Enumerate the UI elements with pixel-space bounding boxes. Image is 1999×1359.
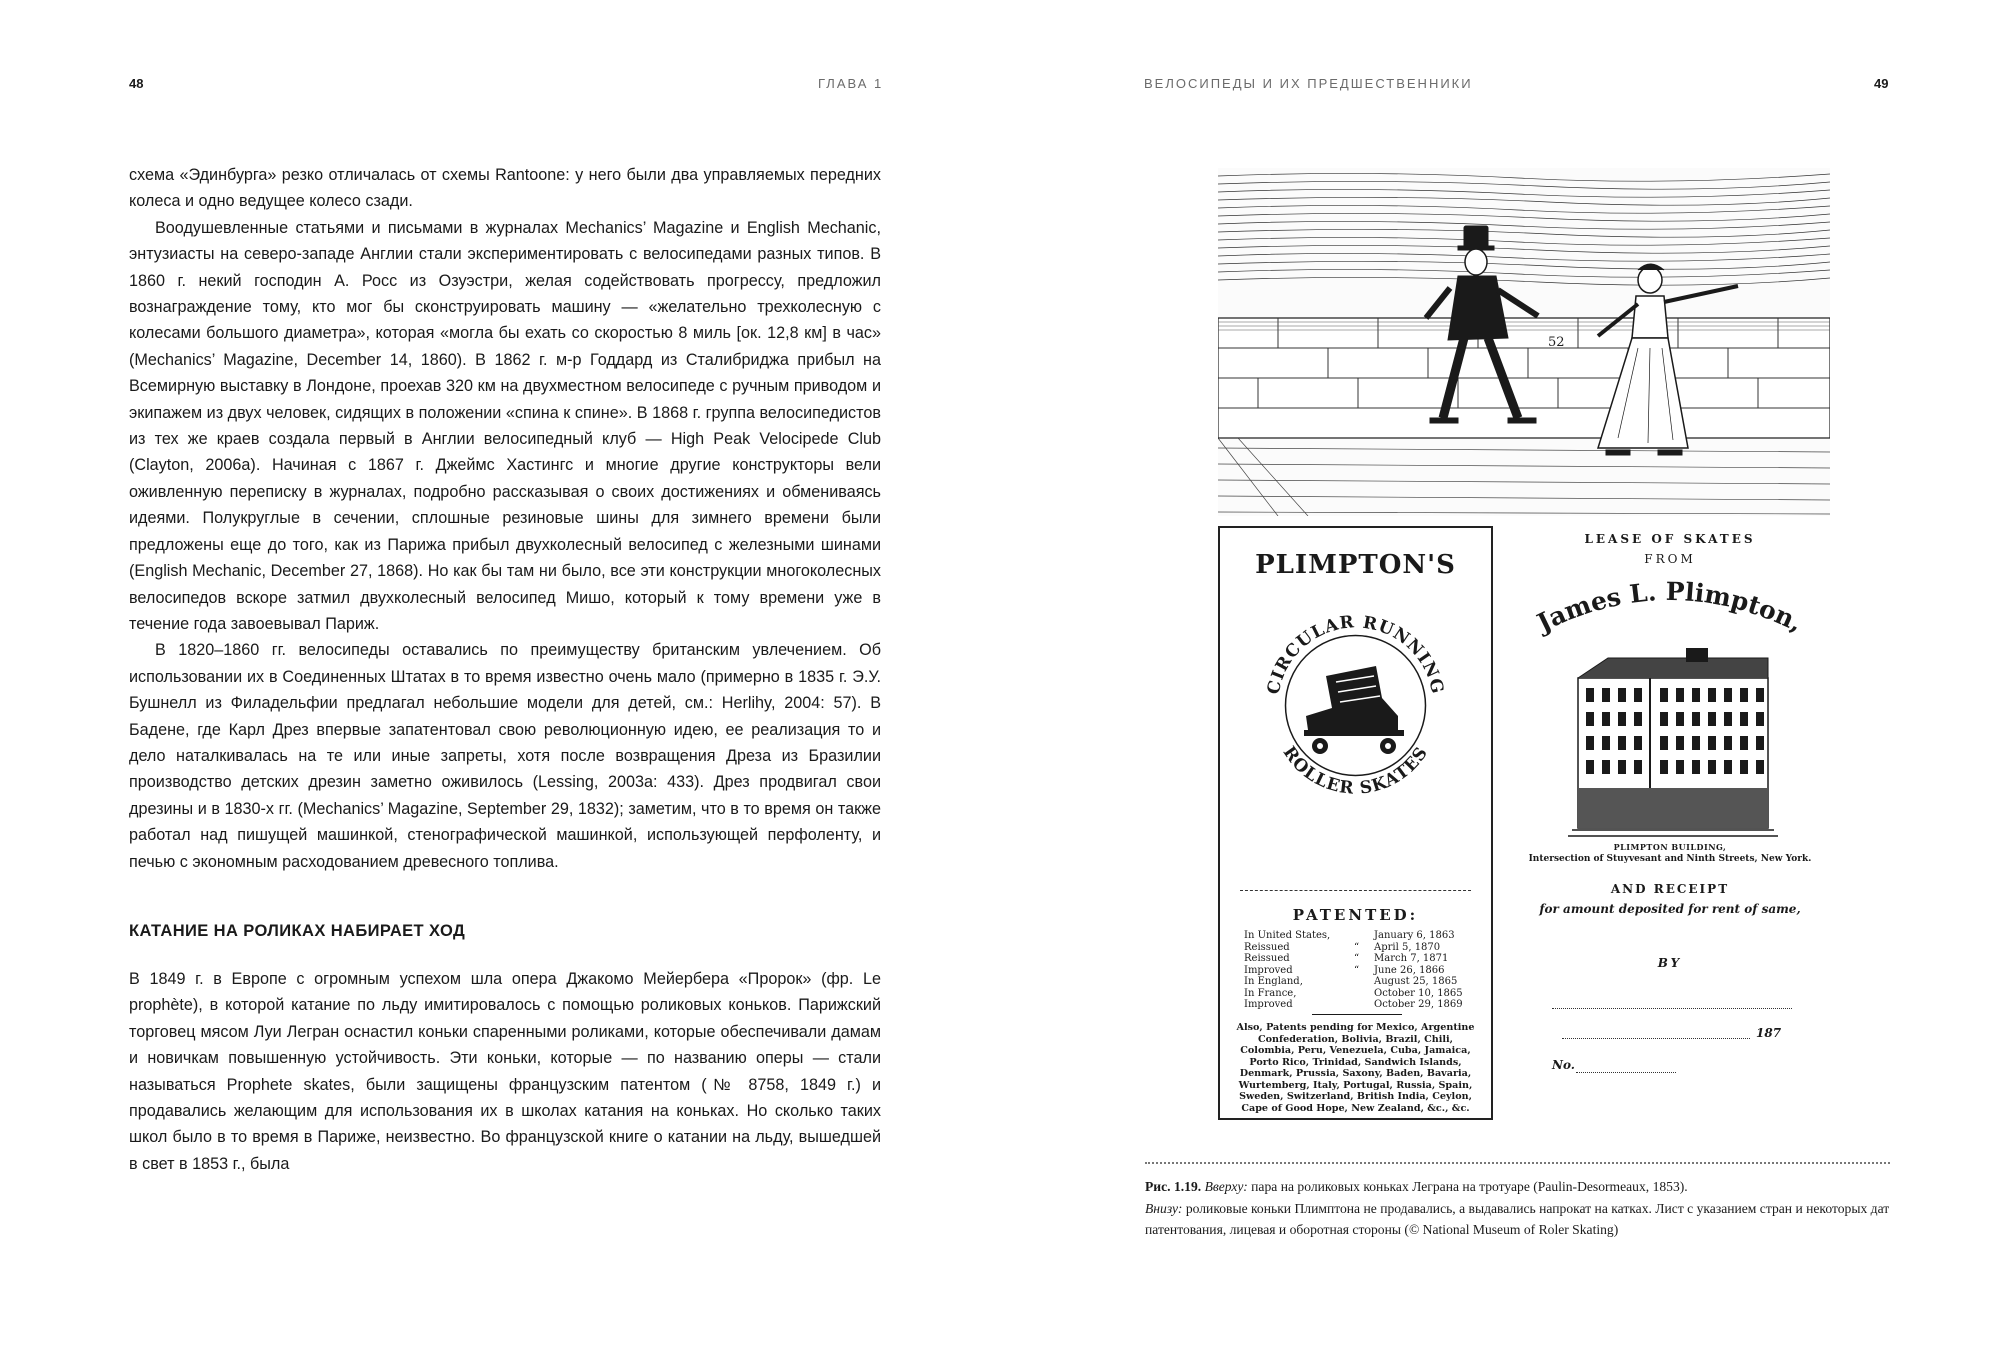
plimpton-title: PLIMPTON'S [1255,550,1456,580]
plimpton-patent-card [1218,526,1493,1120]
plimpton-building-illustration [1568,648,1778,838]
signature-line [1552,1008,1792,1009]
lease-title: LEASE OF SKATES [1584,532,1756,546]
right-page [1000,0,1999,1359]
patented-label: PATENTED: [1292,906,1419,924]
svg-text:James L. Plimpton, [1531,577,1808,639]
plimpton-name: James L. Plimpton, [1532,576,1808,638]
receipt-title: AND RECEIPT [1610,882,1730,896]
right-folio: 49 [1874,76,1889,91]
table-row: In France, October 10, 1865 [1244,987,1463,999]
caption-divider [1145,1162,1890,1164]
year-label: 187 [1756,1026,1782,1040]
patent-dates-table [1244,930,1473,1011]
paragraph: В 1849 г. в Европе с огромным успехом шла опера Джакомо Мейербера «Пророк» (фр. Le prophète), в которой катание по льду имитировалось с помощью роликовых коньков. Парижский торговец мясом Луи Легран оснастил коньки спаренными роликами, которые обеспечивали дамам и новичкам повышенную устойчивость. Эти коньки, которые — по названию оперы — стали называться Prophete skates, были защищены французским патентом (№ 8758, 1849 г.) и продавались желающим для использования их в школах катания на коньках. Но сколько таких школ было в то время в Париже, неизвестно. Во французской книге о катании на льду, вышедшей в свет в 1853 г., была [129,969,881,1173]
caption-label: Рис. 1.19. [1145,1179,1202,1194]
caption-top-label: Вверху: [1204,1179,1248,1194]
wall-number: 52 [1548,335,1565,350]
section-heading: КАТАНИЕ НА РОЛИКАХ НАБИРАЕТ ХОД [129,921,466,940]
skating-scene-illustration [1218,168,1830,516]
left-body-text [129,162,881,1177]
date-line [1562,1038,1750,1039]
lease-card [1510,526,1830,1120]
figure-caption [1145,1176,1890,1241]
table-row: In United States, January 6, 1863 [1244,930,1455,941]
caption-bottom-label: Внизу: [1145,1200,1183,1216]
table-row: Reissued “ March 7, 1871 [1244,953,1449,964]
lease-from: FROM [1644,552,1696,566]
roller-skate-emblem [1248,598,1463,813]
plimpton-name-arc [1510,566,1830,646]
figure-1-19 [1218,168,1830,1120]
paragraph: В 1820–1860 гг. велосипеды оставались по преимуществу британским увлечением. Об использовании их в Соединенных Штатах в то время известно очень мало (примерно в 1835 г. Э.У. Бушнелл из Филадельфии предлагал небольшие модели для детей, см.: Herlihy, 2004: 57). В Бадене, где Карл Дрез впервые запатентовал свою революционную идею, ее реализация то и дело наталкивалась на те или иные запреты, хотя после возвращения Дреза из Бразилии производство детских дрезин заметно оживилось (Lessing, 2003a: 433). Дрез продвигал свои дрезины и в 1830-х гг. (Mechanics’ Magazine, September 29, 1832); заметим, что в то время он также работал над пишущей машинкой, стенографической машинкой, использующей перфоленту, и печью с экономным расходованием древесного топлива. [129,641,881,871]
caption-bottom-text: роликовые коньки Плимптона не продавались, а выдавались напрокат на катках. Лист с указанием стран и некоторых дат патентования, лицевая и оборотная стороны (© National Museum of Roler Skating) [1145,1200,1890,1237]
patents-pending-note: Also, Patents pending for Mexico, Argentine Confederation, Bolivia, Brazil, Chili, Colombia, Peru, Venezuela, Cuba, Jamaica, Porto Rico, Trinidad, Sandwich Islands, Denmark, Prussia, Saxony, Baden, Bavaria, Wurtemberg, Italy, Portugal, Russia, Spain, Sweden, Switzerland, British India, Ceylon, Cape of Good Hope, New Zealand, &c., &c. [1236,1022,1475,1114]
ring-top-text: CIRCULAR RUNNING [1263,612,1448,697]
table-row: Improved “ June 26, 1866 [1244,964,1445,976]
table-row: Improved October 29, 1869 [1244,999,1463,1010]
paragraph: Воодушевленные статьями и письмами в журналах Mechanics’ Magazine и English Mechanic, энтузиасты на северо-западе Англии стали экспериментировать с велосипедами разных типов. В 1860 г. некий господин А. Росс из Озуэстри, желая содействовать прогрессу, предложил вознаграждение тому, кто мог бы сконструировать машину — «желательно трехколесную с колесами большого диаметра», которая «могла бы ехать со скоростью 8 миль [ок. 12,8 км] в час» (Mechanics’ Magazine, December 14, 1860). В 1862 г. м-р Годдард из Сталибриджа прибыл на Всемирную выставку в Лондоне, проехав 320 км на двухместном велосипеде с ручным приводом и экипажем из двух человек, сидящих в положении «спина к спине». В 1868 г. группа велосипедистов из тех же краев создала первый в Англии велосипедный клуб — High Peak Velocipede Club (Clayton, 2006a). Начиная с 1867 г. Джеймс Хастингс и многие другие конструкторы вели оживленную переписку в журналах, подробно рассказывая о своих достижениях и обмениваясь идеями. Полукруглые в сечении, сплошные резиновые шины для зимнего времени были предложены еще до того, как из Парижа прибыл двухколесный велосипед с железными шинами (English Mechanic, December 27, 1868). Но как бы там ни было, все эти конструкции многоколесных велосипедов вскоре затмил двухколесный велосипед Мишо, который к тому времени уже в течение года завоевывал Париж. [129,218,881,633]
building-name: PLIMPTON BUILDING, [1613,842,1727,852]
ornament-rule [1312,1014,1402,1015]
table-row: Reissued “ April 5, 1870 [1244,941,1441,953]
receipt-subtitle: for amount deposited for rent of same, [1539,902,1801,916]
card-divider [1240,890,1471,891]
ring-bottom-text: ROLLER SKATES [1278,742,1433,799]
by-label: BY [1657,956,1683,970]
roller-skate-icon [1304,666,1404,754]
left-folio: 48 [129,76,144,91]
right-running-head: ВЕЛОСИПЕДЫ И ИХ ПРЕДШЕСТВЕННИКИ [1144,76,1473,91]
caption-top-text: пара на роликовых коньках Леграна на тротуаре (Paulin-Desormeaux, 1853). [1251,1179,1688,1194]
left-running-head: ГЛАВА 1 [818,76,884,91]
number-label: No. [1552,1058,1575,1072]
skating-engraving [1218,168,1830,516]
table-row: In England, August 25, 1865 [1244,976,1458,987]
number-line [1576,1072,1676,1073]
building-address: Intersection of Stuyvesant and Ninth Streets, New York. [1528,854,1812,864]
paragraph: схема «Эдинбурга» резко отличалась от схемы Rantoone: у него были два управляемых передних колеса и одно ведущее колесо сзади. [129,166,881,211]
